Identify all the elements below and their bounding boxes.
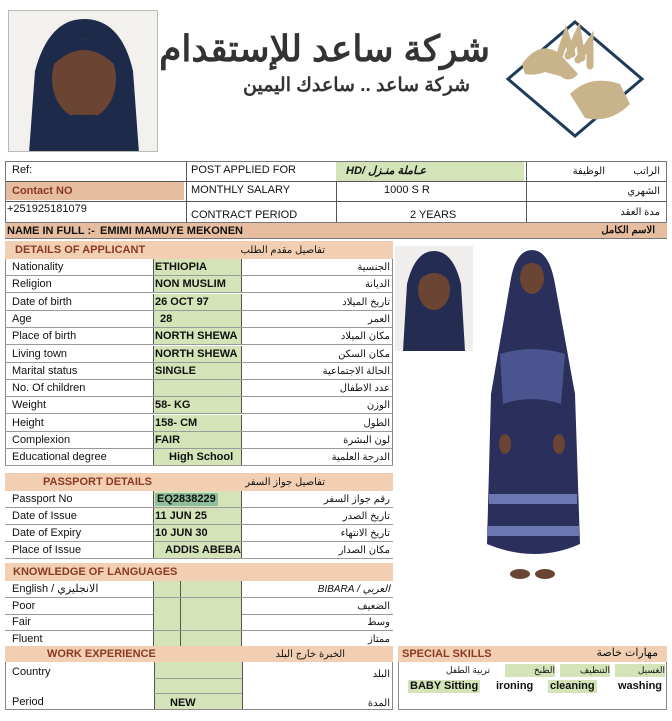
ref-label: Ref: xyxy=(12,164,33,176)
skill-item: washing xyxy=(618,680,663,692)
post-ar: الوظيفة xyxy=(572,166,605,177)
details-row xyxy=(5,276,393,293)
contract-value: 2 YEARS xyxy=(410,209,457,221)
work-country-label: Country xyxy=(12,666,51,678)
details-label: Date of birth xyxy=(12,296,72,308)
passport-label: Passport No xyxy=(12,493,73,505)
passport-value: EQ2838229 xyxy=(157,493,216,505)
details-ar: الوزن xyxy=(366,400,390,411)
language-label: Fluent xyxy=(12,633,43,645)
language-row xyxy=(5,614,393,631)
work-header xyxy=(5,646,393,662)
language-ar: الضعيف xyxy=(357,601,390,612)
skill-item: ironing xyxy=(496,680,534,692)
passport-title-ar: تفاصيل جواز السفر xyxy=(245,477,325,488)
details-ar: الجنسية xyxy=(357,262,390,273)
language-row xyxy=(5,598,393,615)
language-row xyxy=(5,581,393,598)
skill-ar-label: التنظيف xyxy=(560,664,610,677)
name-label: NAME IN FULL :- xyxy=(7,225,95,237)
details-value: NORTH SHEWA xyxy=(155,348,238,360)
details-label: Height xyxy=(12,417,44,429)
details-label: Educational degree xyxy=(12,451,107,463)
details-row xyxy=(5,415,393,432)
details-ar: الحالة الاجتماعية xyxy=(322,366,390,377)
details-value: FAIR xyxy=(155,434,181,446)
contact-value: +251925181079 xyxy=(7,203,87,215)
passport-label: Date of Expiry xyxy=(12,527,82,539)
skills-title-ar: مهارات خاصة xyxy=(596,647,658,659)
details-header xyxy=(5,241,393,259)
skill-item: BABY Sitting xyxy=(410,680,479,692)
headshot-photo xyxy=(395,246,473,351)
details-value: 26 OCT 97 xyxy=(155,296,209,308)
passport-label: Place of Issue xyxy=(12,544,82,556)
salary-ar-2: الشهري xyxy=(627,186,660,197)
passport-value: ADDIS ABEBA xyxy=(165,544,241,556)
details-ar: الطول xyxy=(363,418,390,429)
details-value: SINGLE xyxy=(155,365,196,377)
language-label: Poor xyxy=(12,600,36,612)
details-ar: مكان الميلاد xyxy=(340,331,390,342)
details-value: 158- CM xyxy=(155,417,198,429)
language-label: English / الانجليزي xyxy=(12,583,99,595)
work-period-value: NEW xyxy=(170,697,196,709)
details-value: NON MUSLIM xyxy=(155,278,226,290)
details-label: Marital status xyxy=(12,365,78,377)
details-row xyxy=(5,432,393,449)
work-title-ar: الخبرة خارج البلد xyxy=(275,649,345,660)
language-label: Fair xyxy=(12,616,31,628)
details-title-ar: تفاصيل مقدم الطلب xyxy=(240,245,325,256)
language-ar: العربي / BIBARA xyxy=(317,584,390,595)
details-label: Complexion xyxy=(12,434,71,446)
passport-row xyxy=(5,525,393,542)
passport-label: Date of Issue xyxy=(12,510,77,522)
details-ar: مكان السكن xyxy=(338,349,390,360)
details-value: NORTH SHEWA xyxy=(155,330,238,342)
name-ar: الاسم الكامل xyxy=(601,225,655,236)
passport-row xyxy=(5,491,393,508)
languages-title: KNOWLEDGE OF LANGUAGES xyxy=(13,566,178,578)
details-value: 58- KG xyxy=(155,399,191,411)
passport-ar: مكان الصدار xyxy=(338,545,390,556)
details-label: Nationality xyxy=(12,261,64,273)
details-ar: تاريخ الميلاد xyxy=(342,297,390,308)
details-label: Religion xyxy=(12,278,52,290)
details-ar: عدد الاطفال xyxy=(339,383,390,394)
details-label: Place of birth xyxy=(12,330,77,342)
details-row xyxy=(5,380,393,397)
skills-title: SPECIAL SKILLS xyxy=(402,648,492,660)
name-value: EMIMI MAMUYE MEKONEN xyxy=(100,225,243,237)
contact-label: Contact NO xyxy=(6,182,184,200)
details-value: ETHIOPIA xyxy=(155,261,207,273)
details-title: DETAILS OF APPLICANT xyxy=(15,244,146,256)
passport-title: PASSPORT DETAILS xyxy=(43,476,152,488)
passport-value: 10 JUN 30 xyxy=(155,527,208,539)
work-period-ar: المدة xyxy=(367,698,390,709)
details-ar: الدرجة العلمية xyxy=(331,452,390,463)
salary-label: MONTHLY SALARY xyxy=(191,184,291,196)
company-logo xyxy=(500,14,650,144)
details-label: Age xyxy=(12,313,32,325)
details-value: High School xyxy=(169,451,234,463)
skill-ar-label: تربية الطفل xyxy=(445,665,490,675)
work-title: WORK EXPERIENCE xyxy=(47,648,156,660)
contract-ar: مدة العقد xyxy=(620,207,660,218)
salary-value: 1000 S R xyxy=(384,184,430,196)
work-period-label: Period xyxy=(12,696,44,708)
details-label: Weight xyxy=(12,399,47,411)
details-row xyxy=(5,397,393,414)
details-label: No. Of children xyxy=(12,382,86,394)
details-label: Living town xyxy=(12,348,68,360)
contract-label: CONTRACT PERIOD xyxy=(191,209,298,221)
skills-header xyxy=(398,646,667,662)
details-row xyxy=(5,346,393,363)
passport-ar: رقم جواز السفر xyxy=(323,494,390,505)
work-country-ar: البلد xyxy=(372,669,390,680)
details-row xyxy=(5,449,393,466)
details-ar: العمر xyxy=(368,314,390,325)
details-row xyxy=(5,328,393,345)
slogan-ar: شركة ساعد .. ساعدك اليمين xyxy=(243,75,470,96)
language-ar: ممتاز xyxy=(367,634,390,645)
passport-ar: تاريخ الانتهاء xyxy=(340,528,390,539)
passport-header xyxy=(5,473,393,491)
languages-header xyxy=(5,563,393,581)
details-ar: لون البشرة xyxy=(343,435,390,446)
post-label: POST APPLIED FOR xyxy=(191,164,296,176)
details-row xyxy=(5,363,393,380)
skill-ar-label: الغسيل xyxy=(615,664,665,677)
language-ar: وسط xyxy=(367,617,390,628)
applicant-portrait xyxy=(8,10,158,152)
passport-row xyxy=(5,508,393,525)
full-body-photo xyxy=(475,244,590,584)
name-row xyxy=(5,223,667,239)
salary-ar-1: الراتب xyxy=(633,166,660,177)
details-ar: الديانة xyxy=(364,279,390,290)
skill-item: cleaning xyxy=(550,680,595,692)
details-value: 28 xyxy=(160,313,173,325)
skill-ar-label: الطبخ xyxy=(505,664,555,677)
details-row xyxy=(5,259,393,276)
post-value: HD/ عـاملة منـزل xyxy=(336,162,524,181)
passport-value: 11 JUN 25 xyxy=(155,510,207,522)
passport-row xyxy=(5,542,393,559)
details-row xyxy=(5,311,393,328)
passport-ar: تاريخ الصدر xyxy=(342,511,390,522)
company-name-ar: شركة ساعد للإستقدام xyxy=(159,28,490,69)
details-row xyxy=(5,294,393,311)
